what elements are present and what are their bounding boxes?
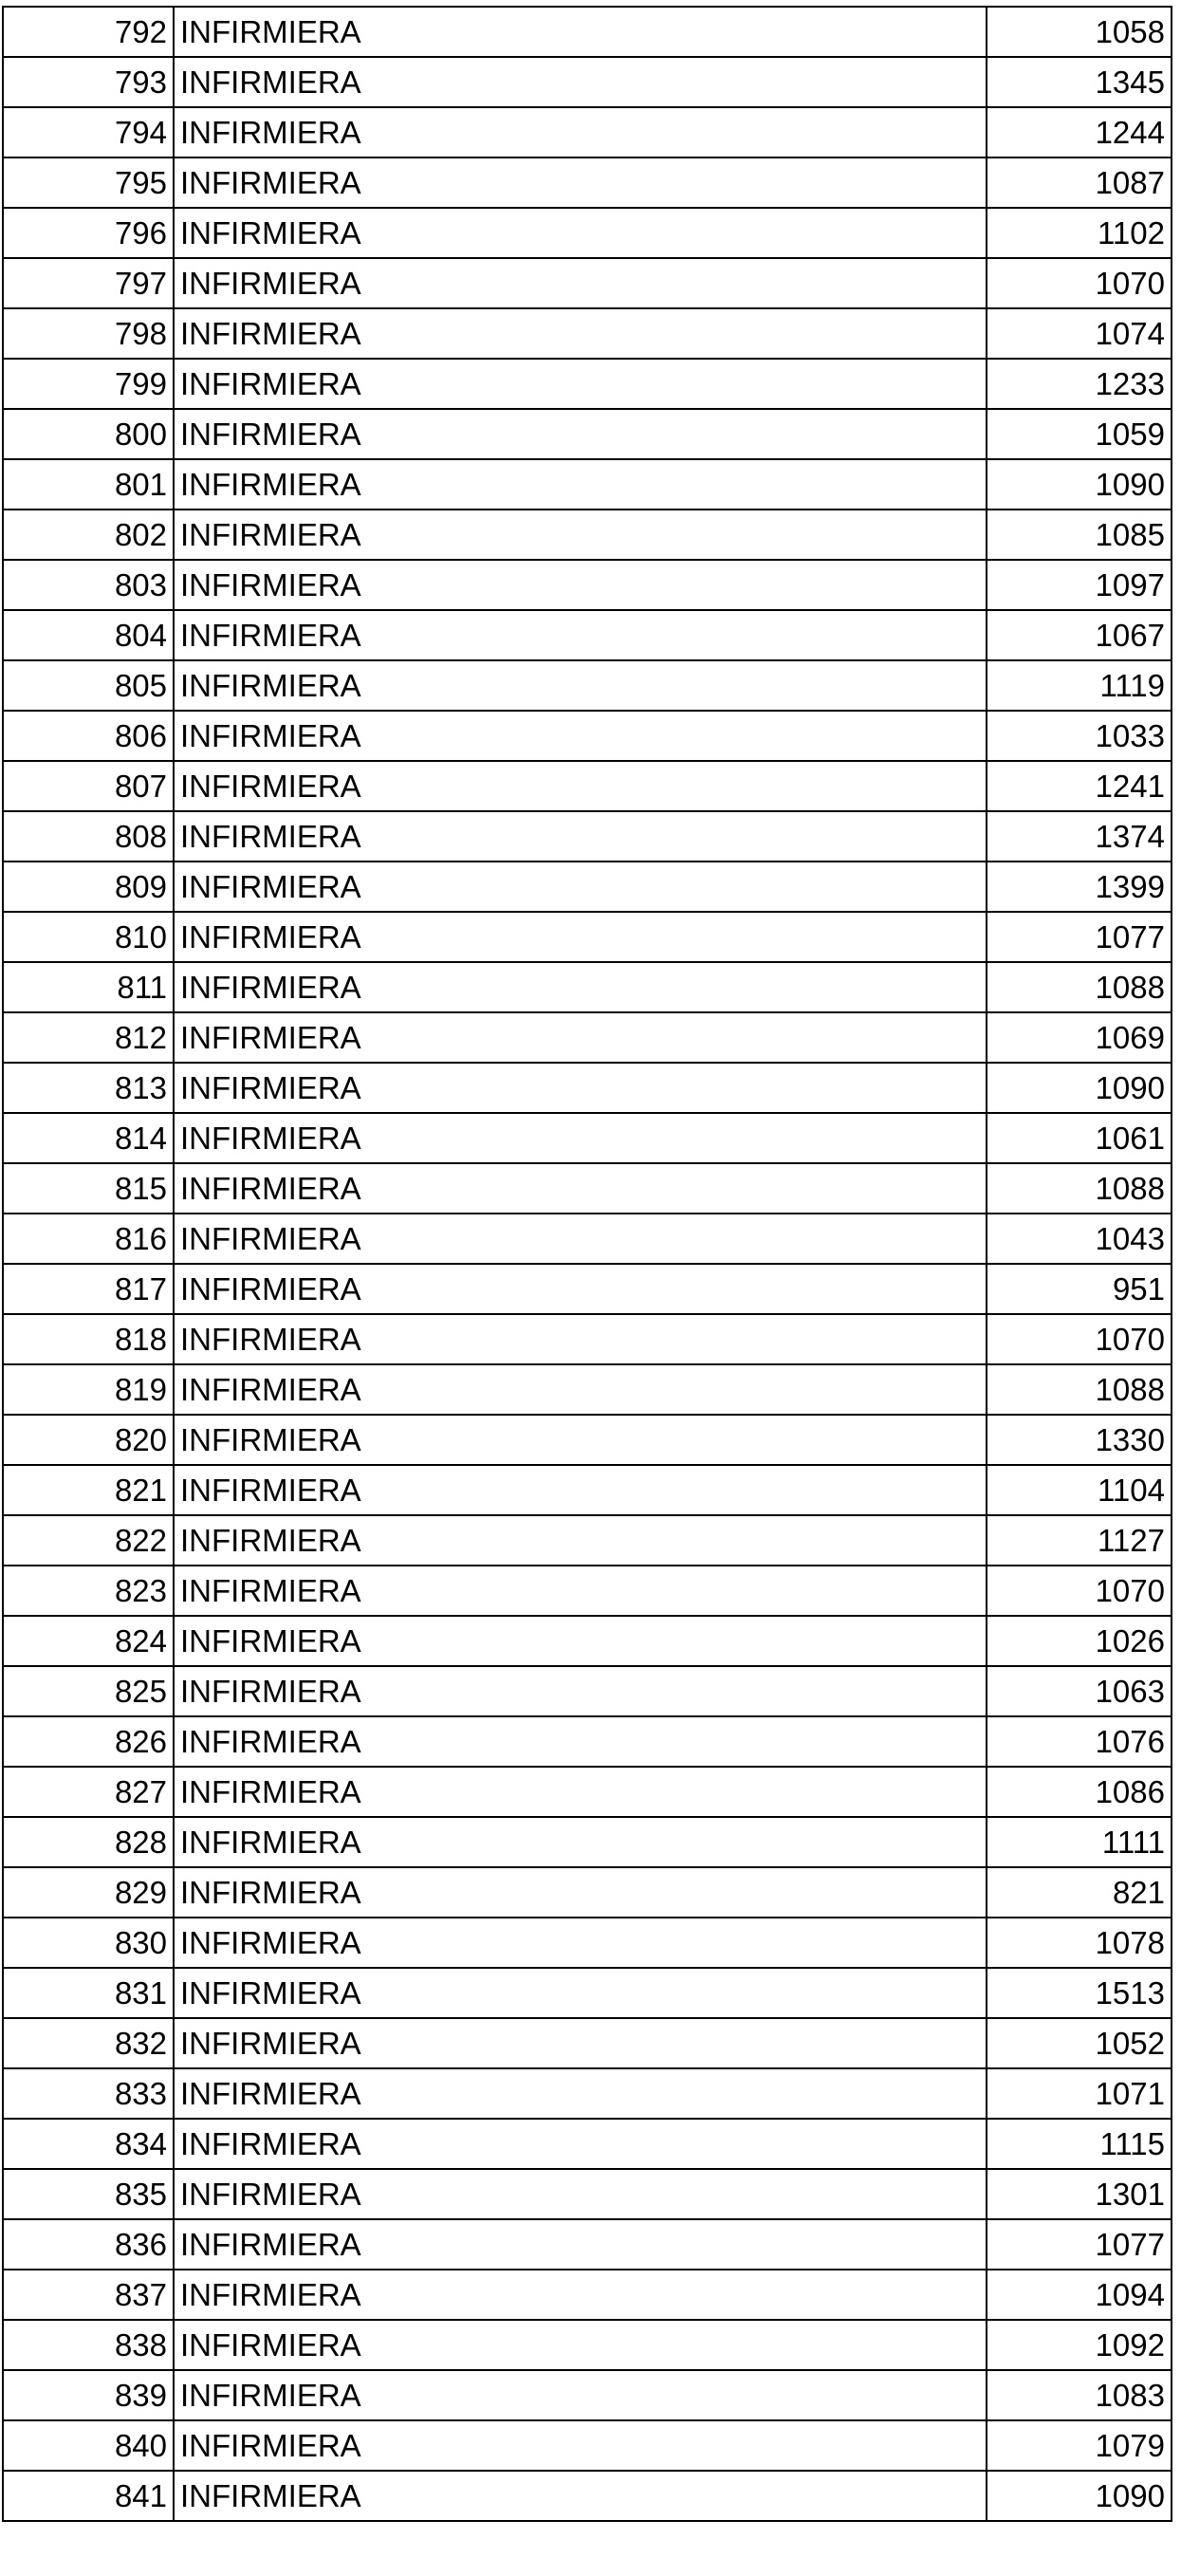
role-cell[interactable]: INFIRMIERA: [174, 1163, 987, 1214]
role-cell[interactable]: INFIRMIERA: [174, 2169, 987, 2219]
row-number-cell[interactable]: 810: [3, 912, 174, 962]
value-cell[interactable]: 1088: [987, 962, 1172, 1012]
role-cell[interactable]: INFIRMIERA: [174, 359, 987, 409]
value-cell[interactable]: 1088: [987, 1163, 1172, 1214]
role-cell[interactable]: INFIRMIERA: [174, 2018, 987, 2068]
role-cell[interactable]: INFIRMIERA: [174, 711, 987, 761]
role-cell[interactable]: INFIRMIERA: [174, 761, 987, 811]
value-cell[interactable]: 1085: [987, 510, 1172, 560]
row-number-cell[interactable]: 822: [3, 1515, 174, 1566]
table-row: [3, 2270, 1172, 2320]
row-number-cell[interactable]: 807: [3, 761, 174, 811]
value-cell[interactable]: 1301: [987, 2169, 1172, 2219]
table-row: [3, 1716, 1172, 1767]
value-cell[interactable]: 1094: [987, 2270, 1172, 2320]
row-number-cell[interactable]: 803: [3, 560, 174, 610]
row-number-cell[interactable]: 795: [3, 158, 174, 208]
row-number-cell[interactable]: 812: [3, 1012, 174, 1063]
row-number-cell[interactable]: 835: [3, 2169, 174, 2219]
value-cell[interactable]: 1127: [987, 1515, 1172, 1566]
table-row: [3, 459, 1172, 510]
role-cell[interactable]: INFIRMIERA: [174, 2219, 987, 2270]
row-number-cell[interactable]: 805: [3, 660, 174, 711]
row-number-cell[interactable]: 832: [3, 2018, 174, 2068]
role-cell[interactable]: INFIRMIERA: [174, 1666, 987, 1716]
value-cell[interactable]: 1090: [987, 1063, 1172, 1113]
row-number-cell[interactable]: 808: [3, 811, 174, 862]
role-cell[interactable]: INFIRMIERA: [174, 158, 987, 208]
value-cell[interactable]: 1102: [987, 208, 1172, 258]
row-number-cell[interactable]: 821: [3, 1465, 174, 1515]
table-row: [3, 2119, 1172, 2169]
table-row: [3, 2169, 1172, 2219]
value-cell[interactable]: 1079: [987, 2420, 1172, 2471]
row-number-cell[interactable]: 820: [3, 1415, 174, 1465]
data-table: [2, 6, 1172, 2522]
role-cell[interactable]: INFIRMIERA: [174, 1566, 987, 1616]
role-cell[interactable]: INFIRMIERA: [174, 208, 987, 258]
table-row: [3, 409, 1172, 459]
value-cell[interactable]: 1115: [987, 2119, 1172, 2169]
row-number-cell[interactable]: 824: [3, 1616, 174, 1666]
value-cell[interactable]: 1097: [987, 560, 1172, 610]
role-cell[interactable]: INFIRMIERA: [174, 962, 987, 1012]
value-cell[interactable]: 1104: [987, 1465, 1172, 1515]
value-cell[interactable]: 1092: [987, 2320, 1172, 2370]
value-cell[interactable]: 1077: [987, 2219, 1172, 2270]
role-cell[interactable]: INFIRMIERA: [174, 7, 987, 57]
table-row: [3, 2370, 1172, 2420]
table-row: [3, 1314, 1172, 1364]
role-cell[interactable]: INFIRMIERA: [174, 1063, 987, 1113]
value-cell[interactable]: 1345: [987, 57, 1172, 107]
value-cell[interactable]: 1071: [987, 2068, 1172, 2119]
value-cell[interactable]: 1052: [987, 2018, 1172, 2068]
row-number-cell[interactable]: 794: [3, 107, 174, 158]
table-row: [3, 811, 1172, 862]
role-cell[interactable]: INFIRMIERA: [174, 2370, 987, 2420]
role-cell[interactable]: INFIRMIERA: [174, 1214, 987, 1264]
role-cell[interactable]: INFIRMIERA: [174, 107, 987, 158]
row-number-cell[interactable]: 817: [3, 1264, 174, 1314]
role-cell[interactable]: INFIRMIERA: [174, 1515, 987, 1566]
value-cell[interactable]: 1074: [987, 308, 1172, 359]
role-cell[interactable]: INFIRMIERA: [174, 2068, 987, 2119]
row-number-cell[interactable]: 840: [3, 2420, 174, 2471]
value-cell[interactable]: 1399: [987, 862, 1172, 912]
row-number-cell[interactable]: 826: [3, 1716, 174, 1767]
value-cell[interactable]: 1070: [987, 1566, 1172, 1616]
table-body: [3, 7, 1172, 2521]
row-number-cell[interactable]: 825: [3, 1666, 174, 1716]
table-row: [3, 107, 1172, 158]
role-cell[interactable]: INFIRMIERA: [174, 1767, 987, 1817]
value-cell[interactable]: 1070: [987, 1314, 1172, 1364]
value-cell[interactable]: 1033: [987, 711, 1172, 761]
value-cell[interactable]: 1058: [987, 7, 1172, 57]
row-number-cell[interactable]: 796: [3, 208, 174, 258]
row-number-cell[interactable]: 834: [3, 2119, 174, 2169]
value-cell[interactable]: 1111: [987, 1817, 1172, 1867]
row-number-cell[interactable]: 792: [3, 7, 174, 57]
table-row: [3, 1666, 1172, 1716]
table-row: [3, 711, 1172, 761]
role-cell[interactable]: INFIRMIERA: [174, 409, 987, 459]
row-number-cell[interactable]: 827: [3, 1767, 174, 1817]
table-row: [3, 308, 1172, 359]
role-cell[interactable]: INFIRMIERA: [174, 1616, 987, 1666]
table-row: [3, 1817, 1172, 1867]
role-cell[interactable]: INFIRMIERA: [174, 660, 987, 711]
table-row: [3, 1264, 1172, 1314]
role-cell[interactable]: INFIRMIERA: [174, 2270, 987, 2320]
row-number-cell[interactable]: 841: [3, 2471, 174, 2521]
table-row: [3, 258, 1172, 308]
row-number-cell[interactable]: 800: [3, 409, 174, 459]
value-cell[interactable]: 1026: [987, 1616, 1172, 1666]
role-cell[interactable]: INFIRMIERA: [174, 510, 987, 560]
row-number-cell[interactable]: 799: [3, 359, 174, 409]
row-number-cell[interactable]: 816: [3, 1214, 174, 1264]
value-cell[interactable]: 1119: [987, 660, 1172, 711]
table-row: [3, 1918, 1172, 1968]
row-number-cell[interactable]: 814: [3, 1113, 174, 1163]
value-cell[interactable]: 1090: [987, 2471, 1172, 2521]
row-number-cell[interactable]: 837: [3, 2270, 174, 2320]
table-row: [3, 862, 1172, 912]
role-cell[interactable]: INFIRMIERA: [174, 811, 987, 862]
table-row: [3, 1113, 1172, 1163]
row-number-cell[interactable]: 829: [3, 1867, 174, 1918]
role-cell[interactable]: INFIRMIERA: [174, 912, 987, 962]
table-row: [3, 1616, 1172, 1666]
role-cell[interactable]: INFIRMIERA: [174, 1314, 987, 1364]
value-cell[interactable]: 1070: [987, 258, 1172, 308]
role-cell[interactable]: INFIRMIERA: [174, 2471, 987, 2521]
value-cell[interactable]: 1076: [987, 1716, 1172, 1767]
table-row: [3, 57, 1172, 107]
value-cell[interactable]: 1090: [987, 459, 1172, 510]
table-row: [3, 2420, 1172, 2471]
row-number-cell[interactable]: 823: [3, 1566, 174, 1616]
table-row: [3, 7, 1172, 57]
row-number-cell[interactable]: 836: [3, 2219, 174, 2270]
role-cell[interactable]: INFIRMIERA: [174, 1817, 987, 1867]
row-number-cell[interactable]: 798: [3, 308, 174, 359]
role-cell[interactable]: INFIRMIERA: [174, 258, 987, 308]
value-cell[interactable]: 1087: [987, 158, 1172, 208]
value-cell[interactable]: 1241: [987, 761, 1172, 811]
row-number-cell[interactable]: 818: [3, 1314, 174, 1364]
value-cell[interactable]: 1043: [987, 1214, 1172, 1264]
row-number-cell[interactable]: 802: [3, 510, 174, 560]
role-cell[interactable]: INFIRMIERA: [174, 610, 987, 660]
table-row: [3, 912, 1172, 962]
value-cell[interactable]: 1067: [987, 610, 1172, 660]
table-row: [3, 359, 1172, 409]
value-cell[interactable]: 821: [987, 1867, 1172, 1918]
role-cell[interactable]: INFIRMIERA: [174, 2420, 987, 2471]
table-row: [3, 2320, 1172, 2370]
role-cell[interactable]: INFIRMIERA: [174, 1364, 987, 1415]
row-number-cell[interactable]: 797: [3, 258, 174, 308]
role-cell[interactable]: INFIRMIERA: [174, 1012, 987, 1063]
value-cell[interactable]: 1374: [987, 811, 1172, 862]
row-number-cell[interactable]: 831: [3, 1968, 174, 2018]
role-cell[interactable]: INFIRMIERA: [174, 560, 987, 610]
table-row: [3, 660, 1172, 711]
value-cell[interactable]: 1069: [987, 1012, 1172, 1063]
table-row: [3, 560, 1172, 610]
role-cell[interactable]: INFIRMIERA: [174, 1465, 987, 1515]
role-cell[interactable]: INFIRMIERA: [174, 1264, 987, 1314]
table-row: [3, 1415, 1172, 1465]
role-cell[interactable]: INFIRMIERA: [174, 2119, 987, 2169]
row-number-cell[interactable]: 813: [3, 1063, 174, 1113]
row-number-cell[interactable]: 839: [3, 2370, 174, 2420]
value-cell[interactable]: 1083: [987, 2370, 1172, 2420]
role-cell[interactable]: INFIRMIERA: [174, 308, 987, 359]
role-cell[interactable]: INFIRMIERA: [174, 1415, 987, 1465]
value-cell[interactable]: 1078: [987, 1918, 1172, 1968]
value-cell[interactable]: 1086: [987, 1767, 1172, 1817]
table-row: [3, 1968, 1172, 2018]
table-row: [3, 610, 1172, 660]
role-cell[interactable]: INFIRMIERA: [174, 57, 987, 107]
row-number-cell[interactable]: 801: [3, 459, 174, 510]
table-row: [3, 158, 1172, 208]
table-row: [3, 1465, 1172, 1515]
value-cell[interactable]: 1233: [987, 359, 1172, 409]
role-cell[interactable]: INFIRMIERA: [174, 1968, 987, 2018]
value-cell[interactable]: 1063: [987, 1666, 1172, 1716]
table-row: [3, 1163, 1172, 1214]
value-cell[interactable]: 951: [987, 1264, 1172, 1314]
table-row: [3, 2018, 1172, 2068]
row-number-cell[interactable]: 815: [3, 1163, 174, 1214]
value-cell[interactable]: 1088: [987, 1364, 1172, 1415]
role-cell[interactable]: INFIRMIERA: [174, 1918, 987, 1968]
value-cell[interactable]: 1513: [987, 1968, 1172, 2018]
row-number-cell[interactable]: 838: [3, 2320, 174, 2370]
table-row: [3, 1214, 1172, 1264]
table-row: [3, 1767, 1172, 1817]
row-number-cell[interactable]: 833: [3, 2068, 174, 2119]
table-row: [3, 208, 1172, 258]
value-cell[interactable]: 1077: [987, 912, 1172, 962]
value-cell[interactable]: 1244: [987, 107, 1172, 158]
role-cell[interactable]: INFIRMIERA: [174, 862, 987, 912]
value-cell[interactable]: 1059: [987, 409, 1172, 459]
row-number-cell[interactable]: 804: [3, 610, 174, 660]
table-row: [3, 1364, 1172, 1415]
table-row: [3, 962, 1172, 1012]
role-cell[interactable]: INFIRMIERA: [174, 2320, 987, 2370]
table-row: [3, 510, 1172, 560]
table-row: [3, 1515, 1172, 1566]
role-cell[interactable]: INFIRMIERA: [174, 1113, 987, 1163]
value-cell[interactable]: 1061: [987, 1113, 1172, 1163]
role-cell[interactable]: INFIRMIERA: [174, 459, 987, 510]
table-row: [3, 1566, 1172, 1616]
row-number-cell[interactable]: 819: [3, 1364, 174, 1415]
table-row: [3, 1063, 1172, 1113]
table-row: [3, 2068, 1172, 2119]
table-row: [3, 1867, 1172, 1918]
table-row: [3, 1012, 1172, 1063]
table-row: [3, 2219, 1172, 2270]
role-cell[interactable]: INFIRMIERA: [174, 1867, 987, 1918]
row-number-cell[interactable]: 830: [3, 1918, 174, 1968]
table-row: [3, 761, 1172, 811]
table-row: [3, 2471, 1172, 2521]
row-number-cell[interactable]: 828: [3, 1817, 174, 1867]
value-cell[interactable]: 1330: [987, 1415, 1172, 1465]
row-number-cell[interactable]: 811: [3, 962, 174, 1012]
row-number-cell[interactable]: 793: [3, 57, 174, 107]
row-number-cell[interactable]: 809: [3, 862, 174, 912]
row-number-cell[interactable]: 806: [3, 711, 174, 761]
role-cell[interactable]: INFIRMIERA: [174, 1716, 987, 1767]
